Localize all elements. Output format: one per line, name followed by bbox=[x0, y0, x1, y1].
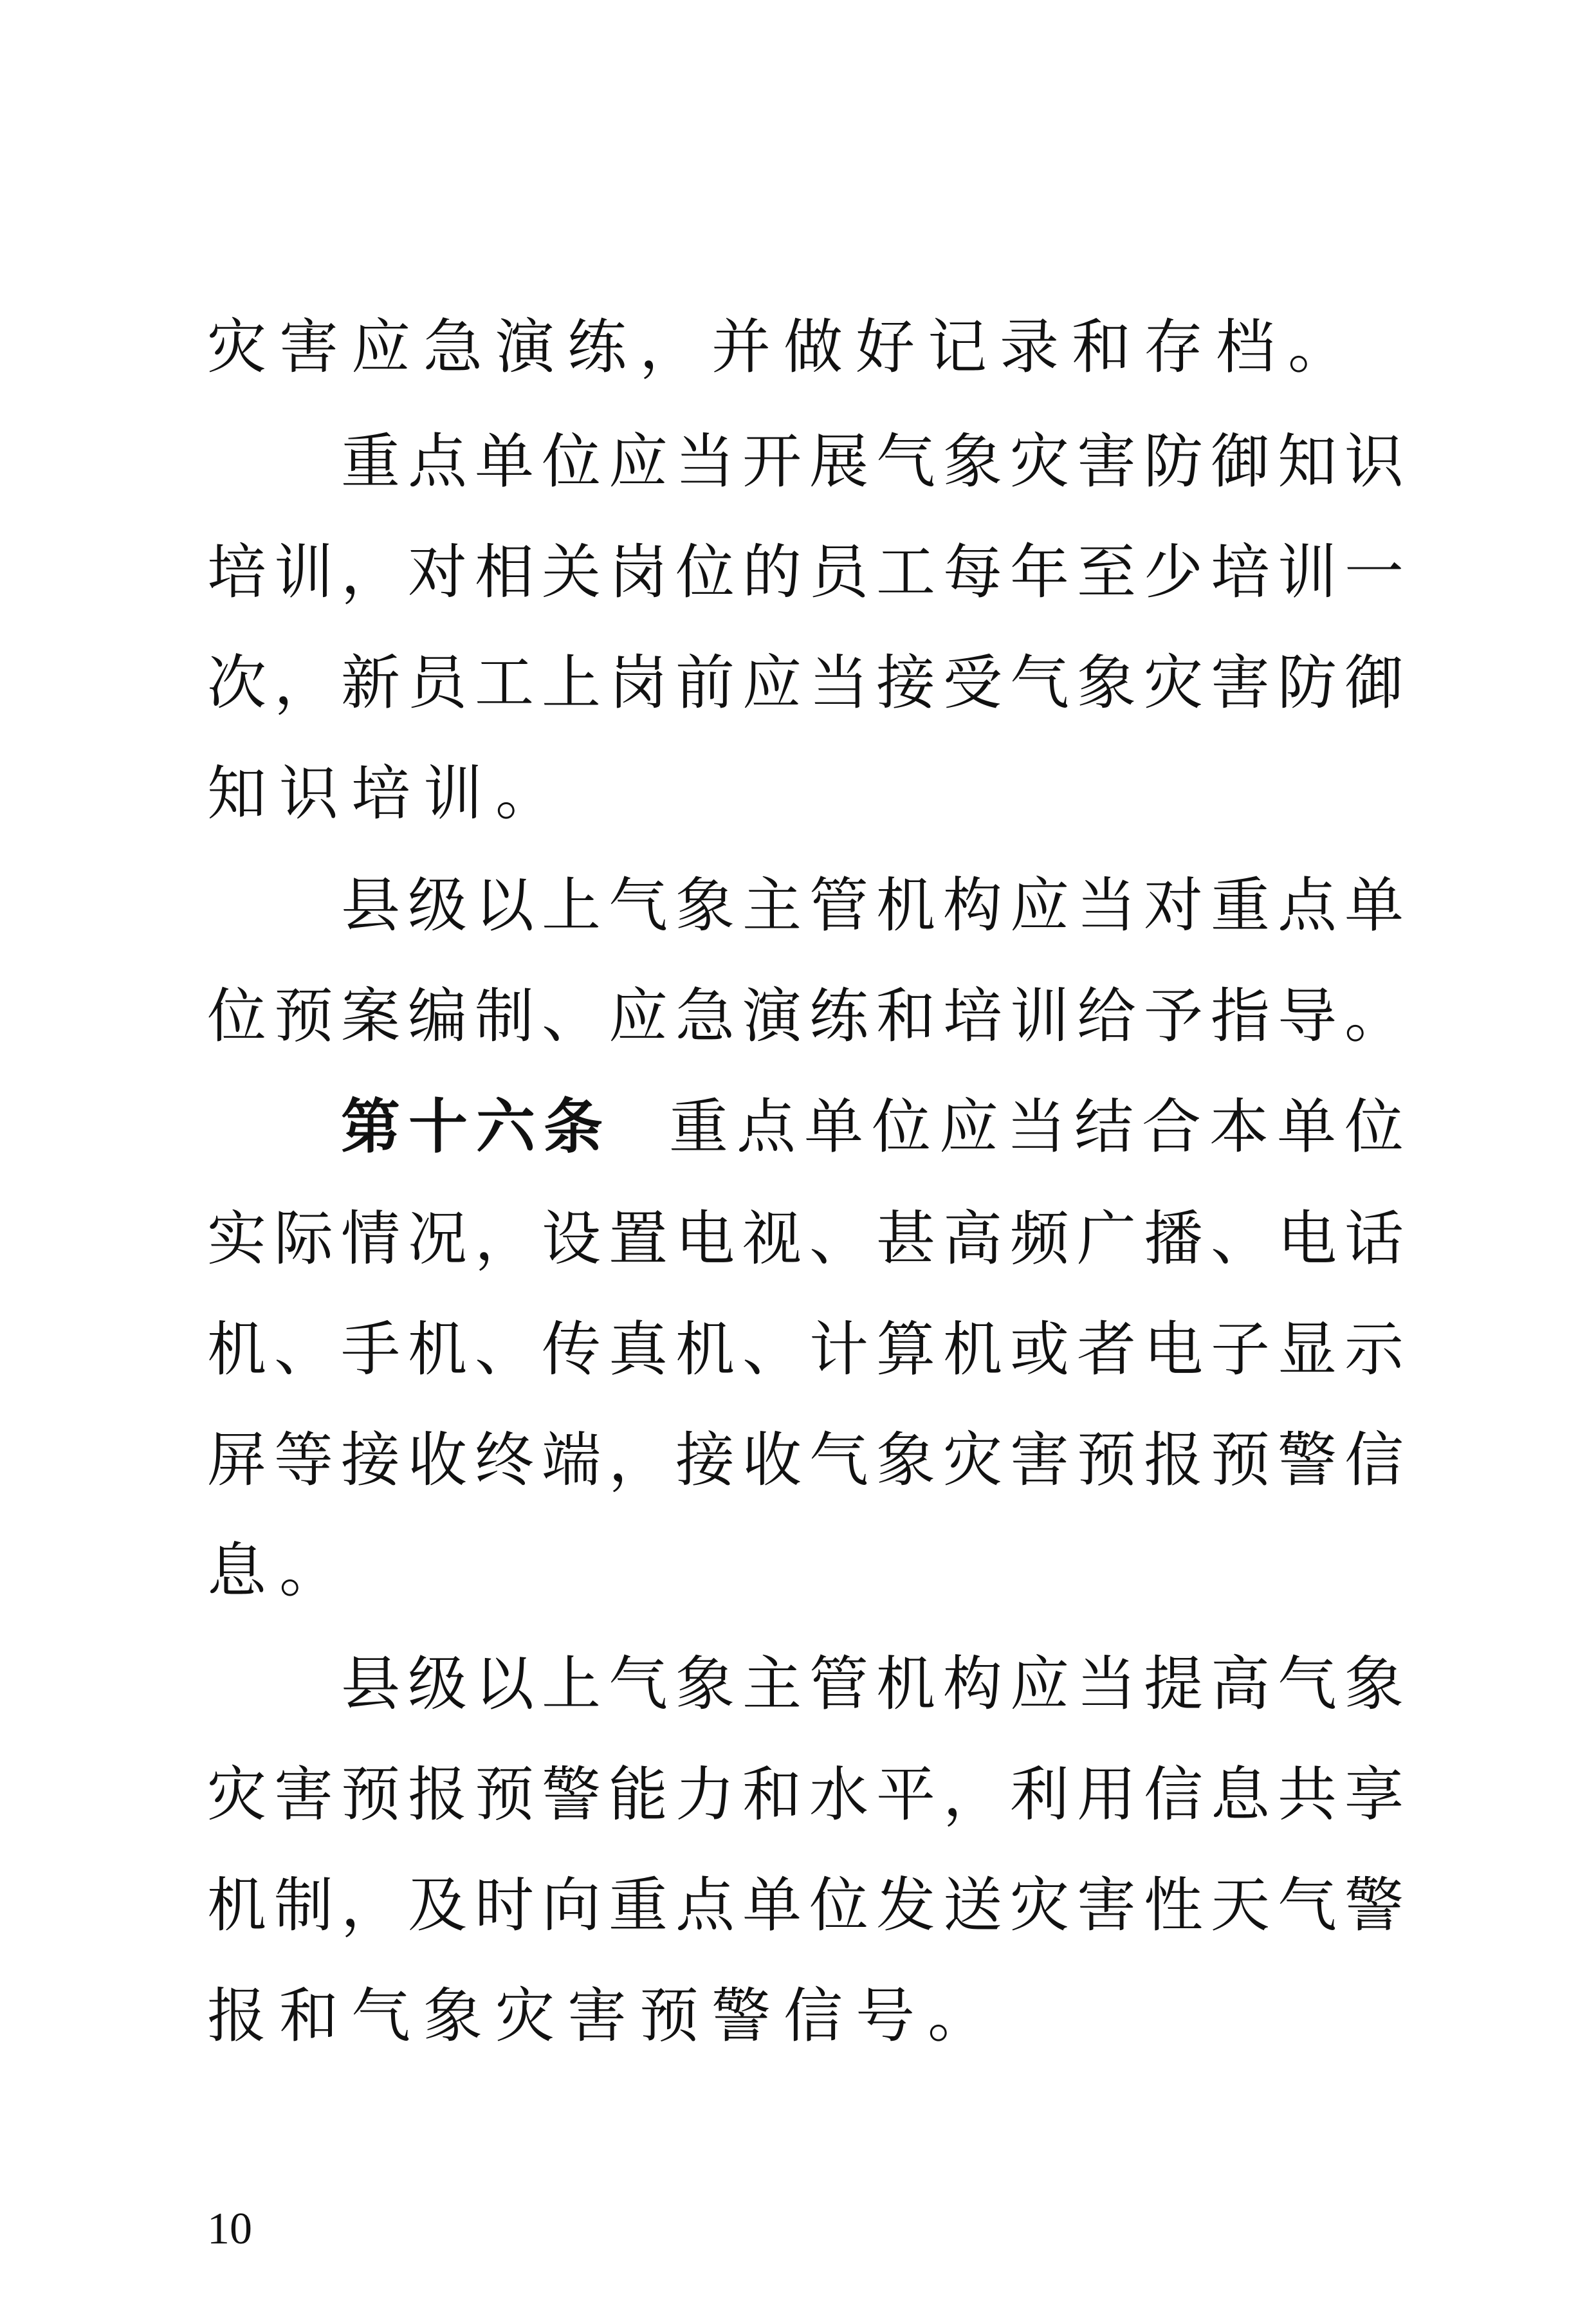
article-heading: 第十六条 bbox=[341, 1092, 611, 1161]
text-line: 息。 bbox=[207, 1536, 352, 1605]
text-line: 实际情况，设置电视、甚高频广播、电话 bbox=[207, 1204, 1404, 1273]
article-text: 重点单位应当结合本单位 bbox=[669, 1092, 1404, 1161]
article-16-first-line bbox=[341, 1076, 1404, 1179]
text-line: 灾害预报预警能力和水平，利用信息共享 bbox=[207, 1760, 1404, 1829]
text-line: 知识培训。 bbox=[207, 759, 568, 828]
text-line: 灾害应急演练，并做好记录和存档。 bbox=[207, 313, 1361, 382]
text-line: 县级以上气象主管机构应当对重点单 bbox=[341, 871, 1404, 940]
text-line: 重点单位应当开展气象灾害防御知识 bbox=[341, 427, 1404, 496]
text-line: 屏等接收终端，接收气象灾害预报预警信 bbox=[207, 1426, 1404, 1495]
page-number: 10 bbox=[207, 2204, 252, 2254]
text-line: 培训，对相关岗位的员工每年至少培训一 bbox=[207, 538, 1404, 607]
text-line: 报和气象灾害预警信号。 bbox=[207, 1982, 1000, 2050]
text-line: 机、手机、传真机、计算机或者电子显示 bbox=[207, 1315, 1404, 1384]
text-line: 机制，及时向重点单位发送灾害性天气警 bbox=[207, 1871, 1404, 1940]
text-line: 县级以上气象主管机构应当提高气象 bbox=[341, 1650, 1404, 1718]
text-line: 位预案编制、应急演练和培训给予指导。 bbox=[207, 982, 1404, 1051]
text-line: 次，新员工上岗前应当接受气象灾害防御 bbox=[207, 649, 1404, 717]
